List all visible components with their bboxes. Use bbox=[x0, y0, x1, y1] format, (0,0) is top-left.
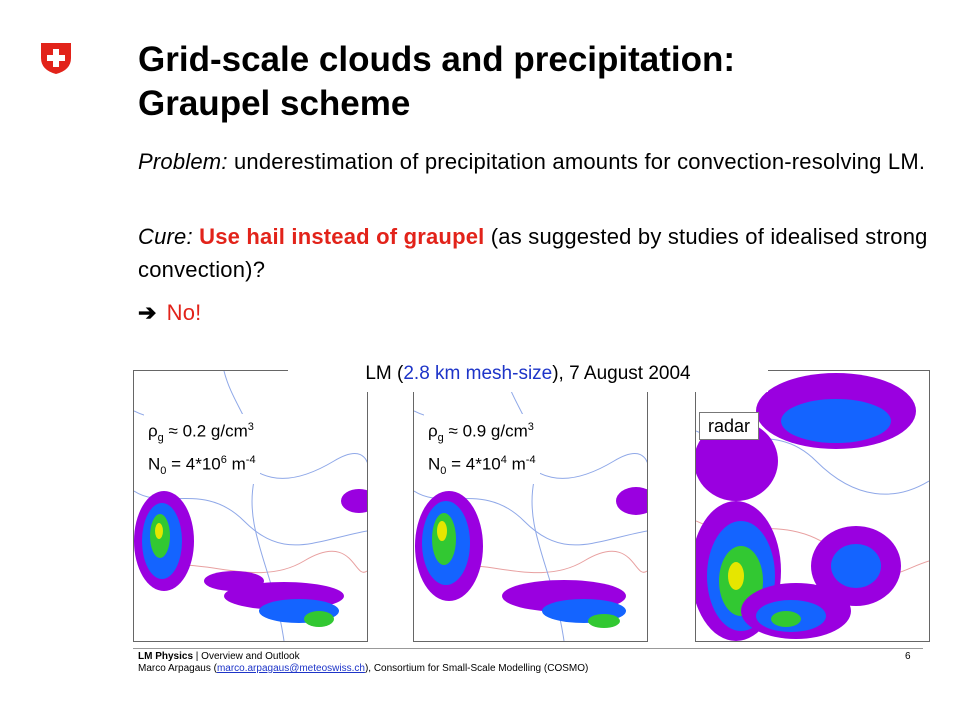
density-line-2: $\rho_g \approx 0.9$ $g/cm^3$ bbox=[428, 421, 534, 445]
title-line-2: Graupel scheme bbox=[138, 84, 411, 123]
cure-paragraph bbox=[138, 220, 938, 286]
page-title bbox=[138, 38, 938, 126]
conclusion-text: No! bbox=[166, 300, 202, 325]
density-line-1: $\rho_g \approx 0.2$ $g/cm^3$ bbox=[148, 421, 254, 445]
conclusion-paragraph bbox=[138, 296, 938, 329]
precip-map-panel-2 bbox=[413, 370, 648, 642]
figure-caption bbox=[288, 356, 768, 392]
page-number: 6 bbox=[905, 651, 911, 662]
title-line-1: Grid-scale clouds and precipitation: bbox=[138, 40, 736, 79]
footer bbox=[138, 651, 588, 675]
footer-line-2: Marco Arpagaus (marco.arpagaus@meteoswiss.ch), Consortium for Small-Scale Modelling (COSMO) bbox=[138, 663, 589, 674]
email-link[interactable]: marco.arpagaus@meteoswiss.ch bbox=[216, 663, 365, 674]
precip-map-image-1 bbox=[134, 371, 367, 641]
problem-paragraph bbox=[138, 145, 938, 178]
arrow-right-icon: ➔ bbox=[138, 300, 157, 325]
footer-line-1: LM Physics | Overview and Outlook bbox=[138, 651, 300, 662]
intercept-line-2: $N_0 = 4*10^4$ $m^{-4}$ bbox=[428, 454, 536, 478]
problem-lead: Problem: bbox=[138, 149, 228, 174]
intercept-line-1: $N_0 = 4*10^6$ $m^{-4}$ bbox=[148, 454, 256, 478]
precip-map-panel-1 bbox=[133, 370, 368, 642]
caption-highlight: 2.8 km mesh-size bbox=[403, 363, 553, 384]
cure-text: (as suggested by studies of idealised strong convection)? bbox=[138, 224, 928, 282]
panel-1-label bbox=[144, 414, 260, 484]
footer-divider bbox=[133, 648, 923, 649]
radar-map-panel bbox=[695, 370, 930, 642]
cure-highlight: Use hail instead of graupel bbox=[199, 224, 485, 249]
problem-text: underestimation of precipitation amounts for convection-resolving LM. bbox=[227, 149, 926, 174]
radar-label: radar bbox=[699, 412, 759, 440]
caption-suffix: ), 7 August 2004 bbox=[552, 363, 691, 384]
cure-lead: Cure: bbox=[138, 224, 200, 249]
caption-prefix: LM ( bbox=[365, 363, 404, 384]
panel-2-label bbox=[424, 414, 540, 484]
swiss-cross-icon bbox=[38, 40, 74, 76]
precip-map-image-2 bbox=[414, 371, 647, 641]
